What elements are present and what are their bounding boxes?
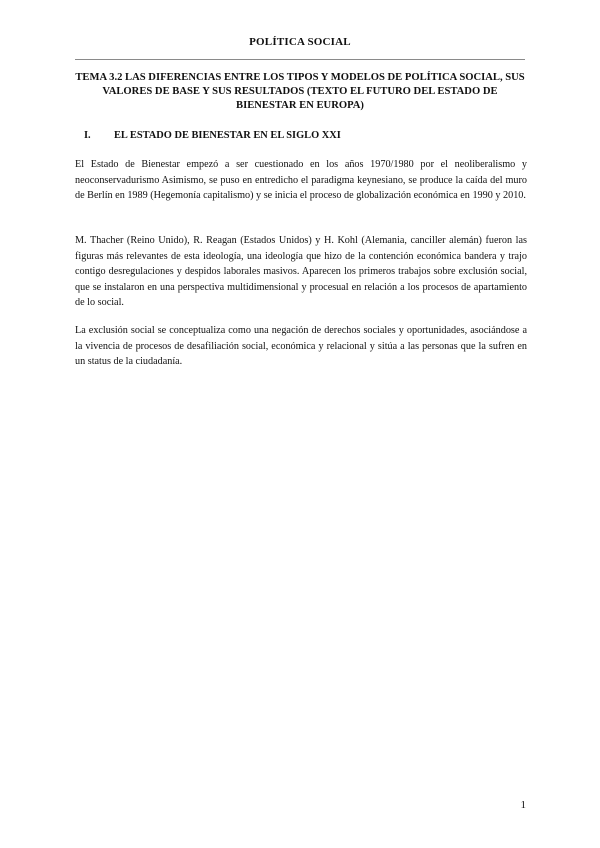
document-title: TEMA 3.2 LAS DIFERENCIAS ENTRE LOS TIPOS Y MODELOS DE POLÍTICA SOCIAL, SUS VALORES DE BASE Y SUS RESULTADOS (TEXTO EL FUTURO DEL ESTADO DE BIENESTAR EN EUROPA) bbox=[75, 72, 525, 111]
section-number: I. bbox=[84, 130, 91, 141]
header-divider bbox=[75, 59, 525, 60]
running-header: POLÍTICA SOCIAL bbox=[249, 36, 351, 48]
page-number: 1 bbox=[520, 799, 526, 811]
paragraph: La exclusión social se conceptualiza como una negación de derechos sociales y oportunidades, asociándose a la vivencia de procesos de desafiliación social, económica y relacional y sitúa a las personas que la sufren en un status de la ciudadanía. bbox=[75, 325, 527, 368]
paragraph: El Estado de Bienestar empezó a ser cuestionado en los años 1970/1980 por el neoliberalismo y neoconservadurismo Asimismo, se puso en entredicho el paradigma keynesiano, se produce la caída del muro de Berlín en 1989 (Hegemonía capitalismo) y se inicia el proceso de globalización económica en 1990 y 2010. bbox=[75, 159, 527, 202]
section-title: EL ESTADO DE BIENESTAR EN EL SIGLO XXI bbox=[114, 130, 341, 141]
section-heading bbox=[75, 130, 341, 141]
paragraph: M. Thacher (Reino Unido), R. Reagan (Estados Unidos) y H. Kohl (Alemania, canciller alemán) fueron las figuras más relevantes de esta ideología, una ideología que hizo de la contención económica bandera y trajo contigo desregulaciones y despidos laborales masivos. Aparecen los primeros trabajos sobre exclusión social, que se instalaron en una perspectiva multidimensional y procesual en relación a los procesos de apartamiento de lo social. bbox=[75, 235, 527, 309]
